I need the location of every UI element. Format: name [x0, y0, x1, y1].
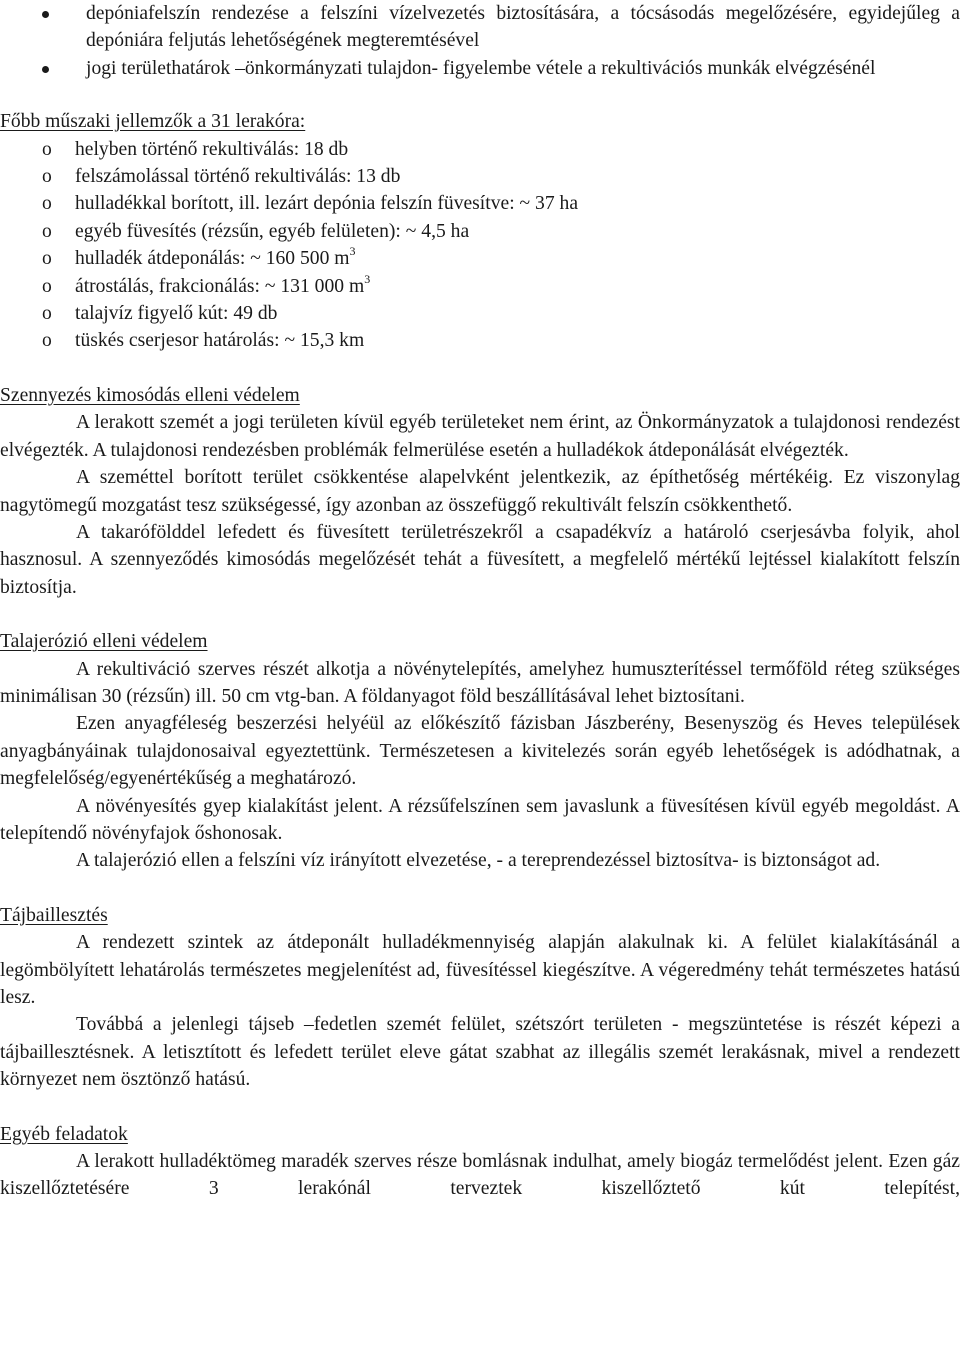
section-heading: Tájbaillesztés — [0, 904, 108, 926]
bullet-dot-icon — [42, 11, 49, 18]
circle-bullet-icon: o — [42, 193, 52, 215]
spec-text: hulladék átdeponálás: ~ 160 500 m — [75, 248, 350, 270]
paragraph: A rendezett szintek az átdeponált hulladékmennyiség alapján alakulnak ki. A felület kialakításánál a legömbölyített lehatárolás természetes megjelenítést ad, füvesítéssel kiegészítve. A végeredmény tehát természetes hatású lesz. — [0, 932, 960, 1008]
circle-bullet-icon: o — [42, 330, 52, 352]
paragraph: Továbbá a jelenlegi tájseb –fedetlen szemét felület, szétszórt területen - megszüntetése is részét képezi a tájbaillesztésnek. A letisztított és lefedett terület eleve gátat szabhat az illegális szemét lerakásnak, mivel a rendezett környezet nem ösztönző hatású. — [0, 1014, 960, 1091]
paragraph: A lerakott hulladéktömeg maradék szerves része bomlásnak indulhat, amely biogáz termelődést jelent. Ezen gáz kiszellőztetésére 3 lerakónál terveztek kiszellőztető kút telepítést, — [0, 1151, 960, 1200]
circle-bullet-icon: o — [42, 275, 52, 297]
circle-bullet-icon: o — [42, 166, 52, 188]
section-heading: Szennyezés kimosódás elleni védelem — [0, 384, 300, 406]
paragraph: A szeméttel borított terület csökkentése alapelvként jelentkezik, az építhetőség mértékéig. Ez viszonylag nagytömegű mozgatást tesz szükségessé, így azonban az összefüggő rekultivált felszín csökkenthető. — [0, 467, 960, 516]
circle-bullet-icon: o — [42, 220, 52, 242]
spec-item — [0, 163, 960, 190]
specs-section — [0, 108, 960, 355]
section-erosion-protection — [0, 628, 960, 875]
paragraph: A rekultiváció szerves részét alkotja a növénytelepítés, amelyhez humuszterítéssel termőföld réteg szükséges minimálisan 30 (rézsűn) ill. 50 cm vtg-ban. A földanyagot föld beszállításával lehet biztosítani. — [0, 658, 960, 707]
bullet-text: depóniafelszín rendezése a felszíni vízelvezetés biztosítására, a tócsásodás megelőzésére, egyidejűleg a depóniára feljutás lehetőségének megteremtésével — [86, 3, 960, 52]
spec-text: tüskés cserjesor határolás: ~ 15,3 km — [75, 330, 365, 352]
spec-item — [0, 300, 960, 327]
paragraph: Ezen anyagféleség beszerzési helyéül az előkészítő fázisban Jászberény, Besenyszög és Heves települések anyagbányáinak tulajdonosaival egyeztettünk. Természetesen a kivitelezés során egyéb lehetőségek is adódhatnak, a megfelelőség/egyenértékűség a meghatározó. — [0, 713, 960, 790]
spec-item — [0, 273, 960, 300]
specs-list — [0, 136, 960, 355]
section-landscape-integration — [0, 902, 960, 1094]
spec-item — [0, 190, 960, 217]
section-heading: Talajerózió elleni védelem — [0, 631, 208, 653]
spec-superscript: 3 — [349, 244, 356, 259]
circle-bullet-icon: o — [42, 303, 52, 325]
paragraph: A takarófölddel lefedett és füvesített területrészekről a csapadékvíz a határoló cserjesávba folyik, ahol hasznosul. A szennyeződés kimosódás megelőzését tehát a füvesített, a megfelelő mértékű lejtéssel kialakított felszín biztosítja. — [0, 521, 960, 598]
bullet-dot-icon — [42, 66, 49, 73]
paragraph: A talajerózió ellen a felszíni víz irányított elvezetése, - a tereprendezéssel biztosítva- is biztonságot ad. — [76, 850, 881, 872]
spec-text: hulladékkal borított, ill. lezárt depónia felszín füvesítve: ~ 37 ha — [75, 193, 579, 215]
section-leaching-protection — [0, 382, 960, 601]
spec-item — [0, 136, 960, 163]
spec-item — [0, 327, 960, 354]
spec-item — [0, 245, 960, 272]
paragraph: A lerakott szemét a jogi területen kívül egyéb területeket nem érint, az Önkormányzatok a tulajdonosi rendezést elvégezték. A tulajdonosi rendezésben problémák felmerülése esetén a hulladékok átdeponálását elvégezték. — [0, 412, 960, 461]
circle-bullet-icon: o — [42, 248, 52, 270]
spec-item — [0, 218, 960, 245]
intro-bullet-list — [0, 0, 960, 82]
specs-heading: Főbb műszaki jellemzők a 31 lerakóra: — [0, 111, 306, 133]
spec-text: talajvíz figyelő kút: 49 db — [75, 303, 278, 325]
section-other-tasks — [0, 1121, 960, 1203]
spec-superscript: 3 — [364, 271, 371, 286]
spec-text: helyben történő rekultiválás: 18 db — [75, 138, 349, 160]
spec-text: felszámolással történő rekultiválás: 13 db — [75, 166, 401, 188]
circle-bullet-icon: o — [42, 138, 52, 160]
bullet-item — [0, 55, 960, 82]
paragraph: A növényesítés gyep kialakítást jelent. A rézsűfelszínen sem javaslunk a füvesítésen kívül egyéb megoldást. A telepítendő növényfajok őshonosak. — [0, 795, 960, 844]
spec-text: átrostálás, frakcionálás: ~ 131 000 m — [75, 275, 365, 297]
section-heading: Egyéb feladatok — [0, 1123, 128, 1145]
bullet-text: jogi területhatárok –önkormányzati tulajdon- figyelembe vétele a rekultivációs munkák elvégzésénél — [86, 57, 876, 79]
spec-text: egyéb füvesítés (rézsűn, egyéb felületen): ~ 4,5 ha — [75, 220, 470, 242]
bullet-item — [0, 0, 960, 55]
